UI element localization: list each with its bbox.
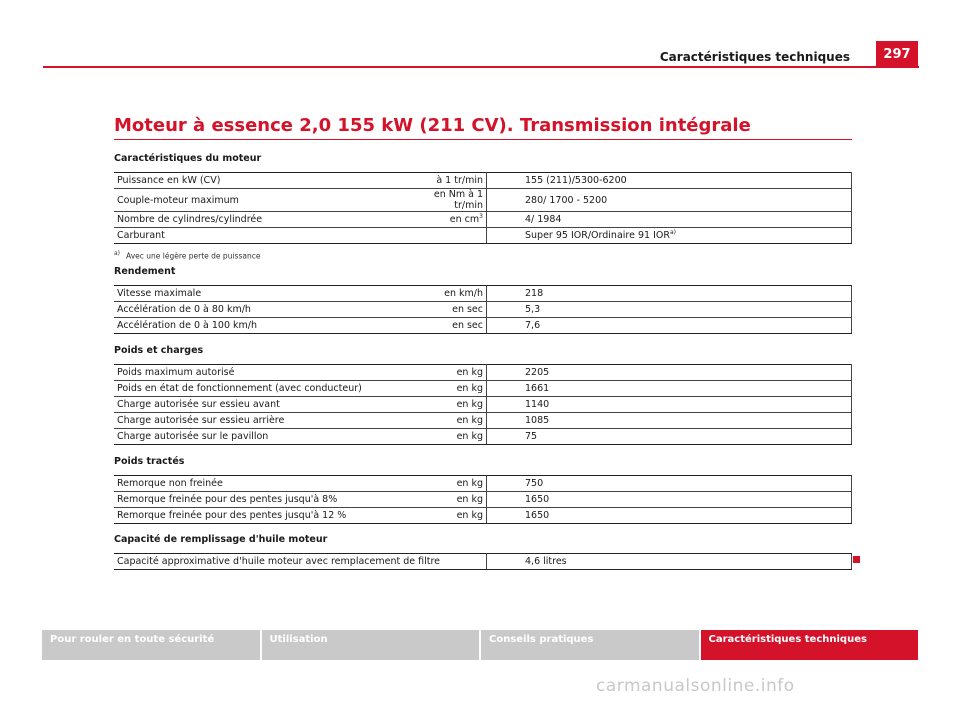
row-unit: en sec (420, 302, 487, 318)
table-row (114, 381, 852, 397)
table-row (114, 286, 852, 302)
table-row (114, 413, 852, 429)
row-unit: en sec (420, 318, 487, 334)
row-value: 75 (487, 429, 852, 445)
page-number-badge: 297 (876, 41, 918, 67)
row-value: 1661 (487, 381, 852, 397)
row-label: Puissance en kW (CV) (114, 173, 420, 189)
row-unit (420, 212, 487, 228)
row-value: 1650 (487, 492, 852, 508)
row-label: Remorque freinée pour des pentes jusqu'à 12 % (114, 508, 420, 524)
header-rule (43, 66, 919, 68)
table-row (114, 492, 852, 508)
row-unit: en kg (420, 429, 487, 445)
footer-navigation (42, 630, 918, 660)
tab-safety[interactable]: Pour rouler en toute sécurité (42, 630, 260, 660)
row-label: Poids en état de fonctionnement (avec conducteur) (114, 381, 420, 397)
row-value: 5,3 (487, 302, 852, 318)
row-label: Couple-moteur maximum (114, 189, 420, 212)
footnote (114, 250, 852, 261)
running-header-title: Caractéristiques techniques (659, 50, 850, 64)
row-label: Vitesse maximale (114, 286, 420, 302)
value-text: Super 95 IOR/Ordinaire 91 IOR (525, 230, 670, 242)
unit-superscript: 3 (479, 213, 483, 221)
weights-table (114, 364, 852, 445)
row-label: Remorque freinée pour des pentes jusqu'à 8% (114, 492, 420, 508)
table-row (114, 212, 852, 228)
row-unit: en kg (420, 397, 487, 413)
row-value: 155 (211)/5300-6200 (487, 173, 852, 189)
unit-text: en cm (449, 214, 480, 226)
table-row (114, 365, 852, 381)
row-unit: en km/h (420, 286, 487, 302)
oil-table (114, 553, 852, 570)
engine-table (114, 172, 852, 244)
row-label: Accélération de 0 à 100 km/h (114, 318, 420, 334)
row-unit: en kg (420, 413, 487, 429)
row-unit: en kg (420, 365, 487, 381)
row-value: 1085 (487, 413, 852, 429)
row-value: 280/ 1700 - 5200 (487, 189, 852, 212)
section-oil (114, 534, 852, 570)
row-label: Remorque non freinée (114, 476, 420, 492)
table-row (114, 228, 852, 244)
row-value: 2205 (487, 365, 852, 381)
section-title-towing: Poids tractés (114, 456, 185, 467)
row-value: 1140 (487, 397, 852, 413)
title-rule (114, 139, 852, 140)
row-label: Poids maximum autorisé (114, 365, 420, 381)
section-engine (114, 153, 852, 261)
row-value: 218 (487, 286, 852, 302)
footnote-ref: a) (669, 229, 676, 237)
row-label: Nombre de cylindres/cylindrée (114, 212, 420, 228)
tab-practical-tips[interactable]: Conseils pratiques (481, 630, 699, 660)
row-value: 1650 (487, 508, 852, 524)
row-unit: en kg (420, 508, 487, 524)
section-title-oil: Capacité de remplissage d'huile moteur (114, 534, 328, 545)
page-title: Moteur à essence 2,0 155 kW (211 CV). Transmission intégrale (114, 115, 751, 136)
row-value: 4/ 1984 (487, 212, 852, 228)
row-unit: à 1 tr/min (420, 173, 487, 189)
row-value: 750 (487, 476, 852, 492)
tab-operation[interactable]: Utilisation (262, 630, 480, 660)
row-label: Capacité approximative d'huile moteur avec remplacement de filtre (114, 554, 487, 570)
section-performance (114, 266, 852, 334)
table-row (114, 554, 852, 570)
towing-table (114, 475, 852, 524)
watermark: carmanualsonline.info (596, 676, 795, 696)
table-row (114, 302, 852, 318)
row-unit: en kg (420, 492, 487, 508)
table-row (114, 189, 852, 212)
section-weights (114, 345, 852, 445)
section-title-performance: Rendement (114, 266, 176, 277)
row-label: Accélération de 0 à 80 km/h (114, 302, 420, 318)
section-title-engine: Caractéristiques du moteur (114, 153, 262, 164)
row-label: Charge autorisée sur le pavillon (114, 429, 420, 445)
table-row (114, 173, 852, 189)
row-value (487, 228, 852, 244)
table-row (114, 397, 852, 413)
row-label: Charge autorisée sur essieu avant (114, 397, 420, 413)
section-title-weights: Poids et charges (114, 345, 204, 356)
table-row (114, 476, 852, 492)
footnote-mark: a) (114, 250, 121, 257)
row-label: Carburant (114, 228, 420, 244)
row-value: 4,6 litres (487, 554, 852, 570)
table-row (114, 429, 852, 445)
performance-table (114, 285, 852, 334)
end-of-section-marker (853, 556, 860, 563)
row-label: Charge autorisée sur essieu arrière (114, 413, 420, 429)
row-unit: en kg (420, 381, 487, 397)
row-unit: en Nm à 1 tr/min (420, 189, 487, 212)
row-value: 7,6 (487, 318, 852, 334)
table-row (114, 508, 852, 524)
tab-technical-specs[interactable]: Caractéristiques techniques (701, 630, 919, 660)
row-unit (420, 228, 487, 244)
row-unit: en kg (420, 476, 487, 492)
footnote-text: Avec une légère perte de puissance (126, 251, 261, 261)
section-towing (114, 456, 852, 524)
table-row (114, 318, 852, 334)
